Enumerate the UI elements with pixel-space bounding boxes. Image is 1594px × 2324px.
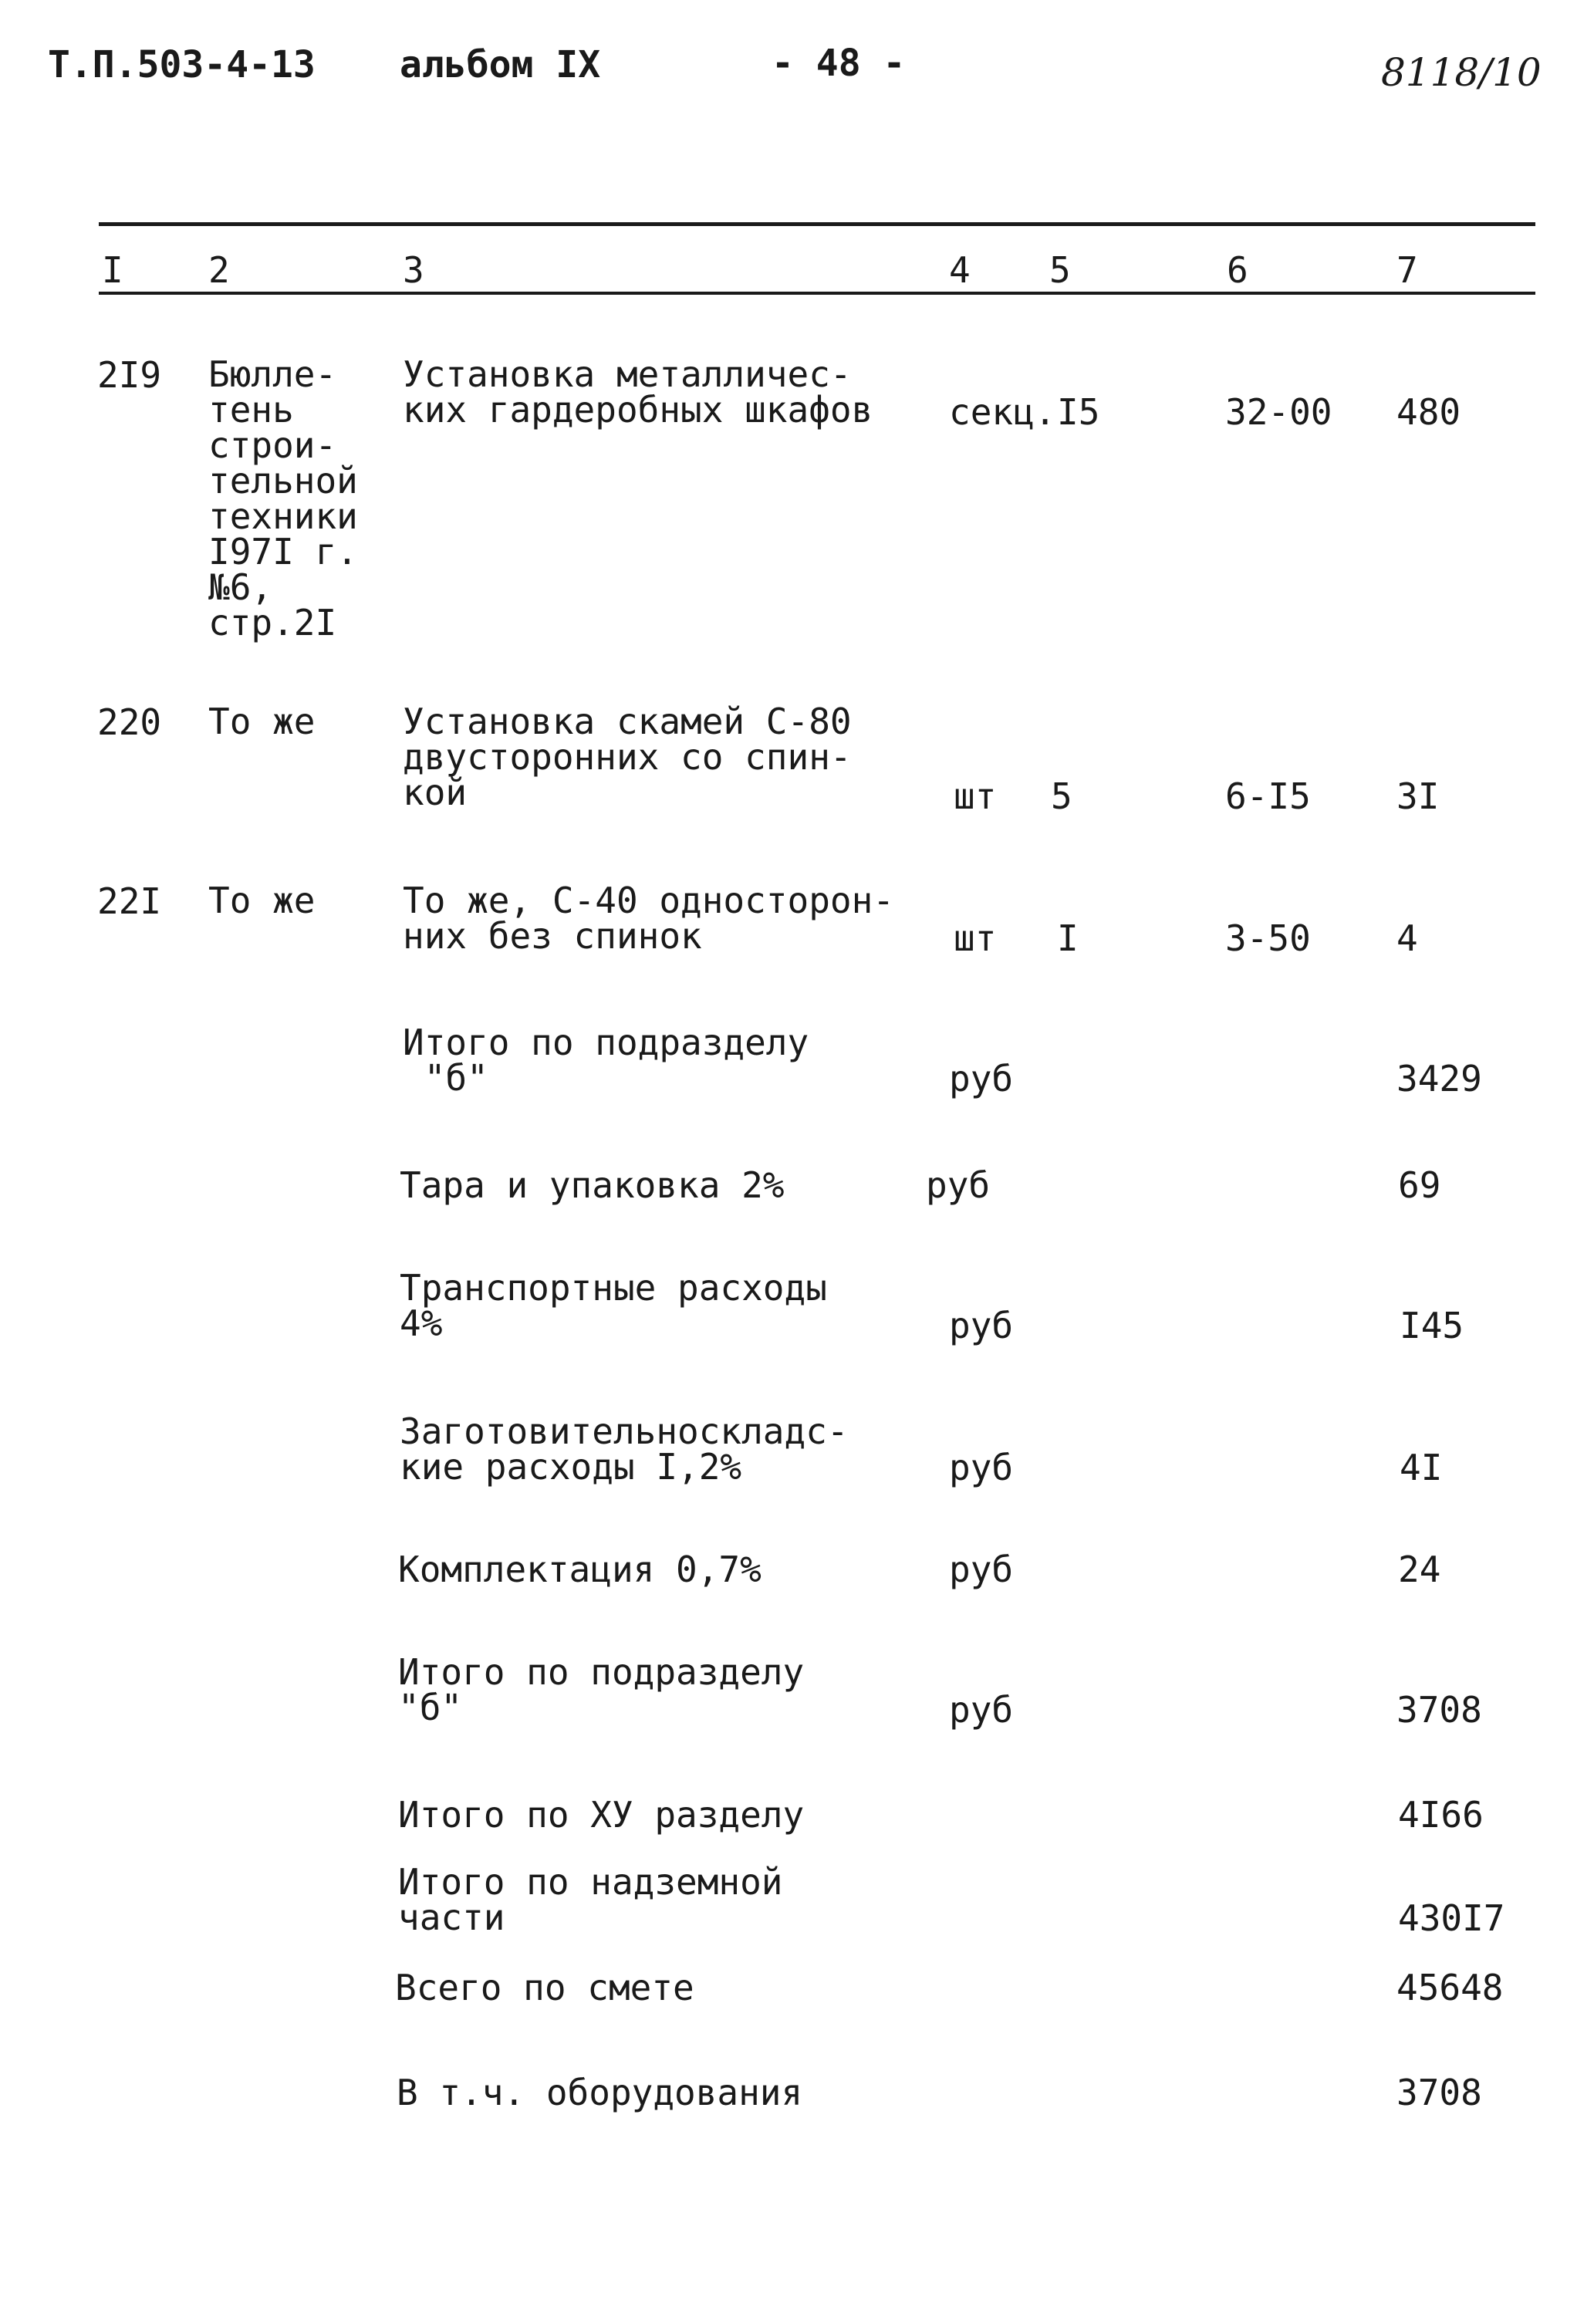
subtotal-subsection-2-total: 3708	[1396, 1689, 1482, 1731]
procurement-label: Заготовительноскладс- кие расходы I,2%	[400, 1410, 849, 1488]
estimate-total-label: Всего по смете	[395, 1967, 694, 2008]
table-header-rule	[99, 292, 1535, 295]
row-221-unit-price: 3-50	[1225, 917, 1311, 959]
row-220-unit-price: 6-I5	[1225, 775, 1311, 817]
row-219-total: 480	[1396, 391, 1461, 433]
document-code: Т.П.503-4-13	[48, 43, 316, 86]
row-221-quantity: I	[1057, 917, 1079, 959]
column-number-4: 4	[949, 249, 971, 291]
packaging-total: 69	[1398, 1164, 1441, 1206]
column-number-7: 7	[1396, 249, 1418, 291]
subtotal-subsection-label: Итого по подразделу "б"	[403, 1022, 809, 1099]
row-220-quantity: 5	[1051, 775, 1072, 817]
column-number-3: 3	[403, 249, 424, 291]
column-number-1: I	[102, 249, 123, 291]
row-221-total: 4	[1396, 917, 1418, 959]
procurement-unit: руб	[949, 1447, 1014, 1488]
row-219-reference: Бюлле- тень строи- тельной техники I97I г. №6, стр.2I	[208, 353, 358, 643]
subtotal-subsection-2-unit: руб	[949, 1689, 1014, 1731]
aboveground-total-label: Итого по надземной части	[398, 1861, 783, 1938]
packaging-unit: руб	[926, 1164, 991, 1206]
row-220-number: 220	[97, 701, 162, 743]
completion-label: Комплектация 0,7%	[398, 1549, 762, 1590]
row-220-unit: шт	[954, 775, 997, 817]
row-219-number: 2I9	[97, 354, 162, 396]
column-number-2: 2	[208, 249, 230, 291]
row-220-total: 3I	[1396, 775, 1440, 817]
equipment-total: 3708	[1396, 2072, 1482, 2113]
page-number: - 48 -	[772, 42, 906, 85]
sheet-reference: 8118/10	[1381, 50, 1542, 95]
column-number-6: 6	[1227, 249, 1248, 291]
row-219-unit-price: 32-00	[1225, 391, 1332, 433]
transport-label: Транспортные расходы 4%	[400, 1267, 827, 1344]
row-221-reference: То же	[208, 880, 316, 921]
transport-total: I45	[1400, 1305, 1464, 1346]
row-219-unit: секц.	[949, 391, 1056, 433]
album-label: альбом IX	[400, 43, 601, 86]
transport-unit: руб	[949, 1305, 1014, 1346]
estimate-total-value: 45648	[1396, 1967, 1504, 2008]
subtotal-subsection-2-label: Итого по подразделу "б"	[398, 1651, 805, 1728]
packaging-label: Тара и упаковка 2%	[400, 1164, 785, 1206]
subtotal-subsection-unit: руб	[949, 1058, 1014, 1100]
procurement-total: 4I	[1400, 1447, 1443, 1488]
row-219-quantity: I5	[1057, 391, 1100, 433]
row-220-description: Установка скамей С-80 двусторонних со спин- кой	[403, 701, 852, 813]
aboveground-total-value: 430I7	[1398, 1897, 1505, 1939]
row-220-reference: То же	[208, 701, 316, 742]
subtotal-subsection-total: 3429	[1396, 1058, 1482, 1100]
row-221-unit: шт	[954, 917, 997, 959]
table-top-rule	[99, 222, 1535, 226]
completion-unit: руб	[949, 1549, 1014, 1590]
row-221-description: То же, С-40 односторон- них без спинок	[403, 880, 894, 957]
completion-total: 24	[1398, 1549, 1441, 1590]
row-219-description: Установка металличес- ких гардеробных шкафов	[403, 353, 873, 431]
row-221-number: 22I	[97, 880, 162, 922]
column-number-5: 5	[1049, 249, 1071, 291]
section-total-label: Итого по ХУ разделу	[398, 1794, 805, 1836]
equipment-label: В т.ч. оборудования	[397, 2072, 803, 2113]
section-total-value: 4I66	[1398, 1794, 1484, 1836]
